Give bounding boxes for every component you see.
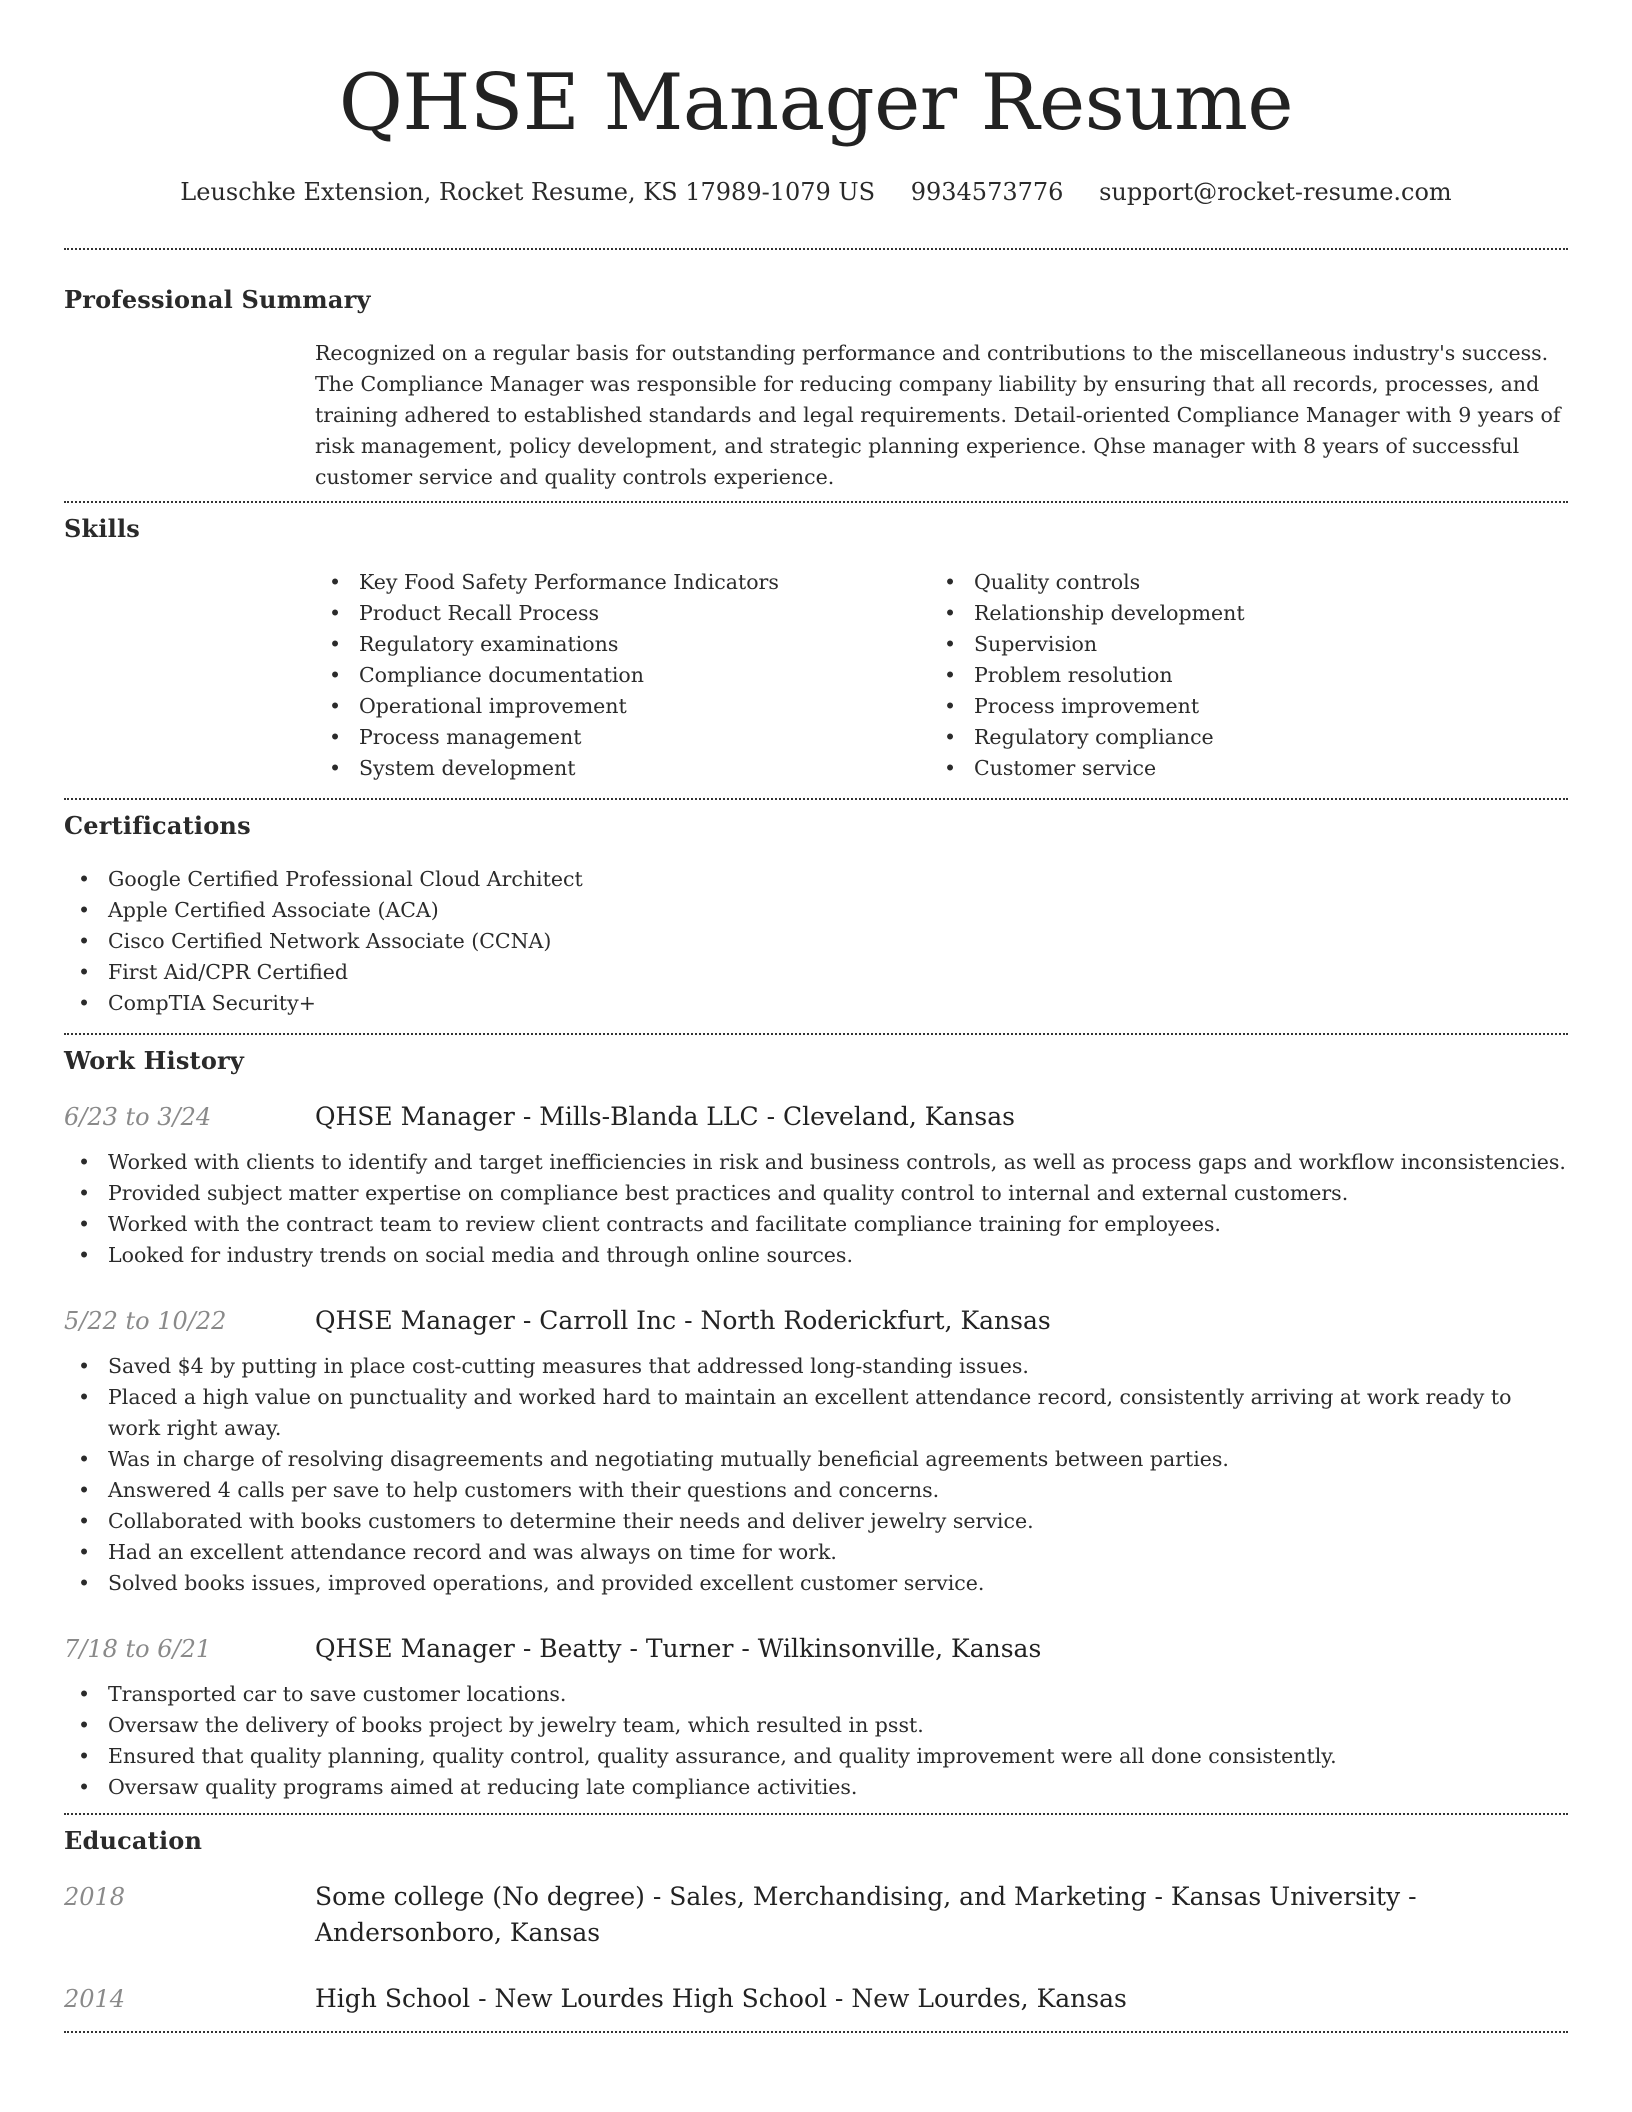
certifications-section xyxy=(64,800,1568,1033)
education-entry xyxy=(64,1879,1568,1951)
section-divider xyxy=(64,2031,1568,2033)
summary-title: Professional Summary xyxy=(64,285,371,314)
skill-item: • Operational improvement xyxy=(315,691,930,722)
education-title: Education xyxy=(64,1826,203,1855)
skill-item: • Regulatory examinations xyxy=(315,629,930,660)
work-section xyxy=(64,1035,1568,1813)
skills-section xyxy=(64,503,1568,798)
job-bullet: • Looked for industry trends on social media and through online sources. xyxy=(64,1240,1568,1271)
job-bullet: • Answered 4 calls per save to help customers with their questions and concerns. xyxy=(64,1475,1568,1506)
job-dates: 6/23 to 3/24 xyxy=(64,1103,212,1131)
skills-list-left xyxy=(315,567,930,784)
job-bullet: • Placed a high value on punctuality and worked hard to maintain an excellent attendance record, consistently arriving at work ready to work right away. xyxy=(64,1382,1568,1444)
skill-item: • Regulatory compliance xyxy=(930,722,1545,753)
job-bullets xyxy=(64,1679,1568,1803)
job-bullets xyxy=(64,1147,1568,1271)
job-entry xyxy=(64,1099,1568,1135)
job-entry xyxy=(64,1303,1568,1339)
summary-section xyxy=(64,250,1568,501)
job-heading: QHSE Manager - Mills-Blanda LLC - Cleveland, Kansas xyxy=(315,1102,1015,1131)
job-heading: QHSE Manager - Carroll Inc - North Roderickfurt, Kansas xyxy=(315,1306,1051,1335)
job-bullet: • Oversaw quality programs aimed at reducing late compliance activities. xyxy=(64,1772,1568,1803)
job-entry xyxy=(64,1631,1568,1667)
summary-text: Recognized on a regular basis for outstanding performance and contributions to the miscellaneous industry's success. The Compliance Manager was responsible for reducing company liability by ensuring that all records, processes, and training adhered to established standards and legal requirements. Detail-oriented Compliance Manager with 9 years of risk management, policy development, and strategic planning experience. Qhse manager with 8 years of successful customer service and quality controls experience. xyxy=(315,341,1561,489)
education-section xyxy=(64,1815,1568,2031)
skill-item: • Problem resolution xyxy=(930,660,1545,691)
job-bullet: • Solved books issues, improved operations, and provided excellent customer service. xyxy=(64,1568,1568,1599)
job-heading: QHSE Manager - Beatty - Turner - Wilkinsonville, Kansas xyxy=(315,1634,1042,1663)
job-bullets xyxy=(64,1351,1568,1599)
contact-address: Leuschke Extension, Rocket Resume, KS 17989-1079 US xyxy=(180,178,876,206)
skill-item: • Supervision xyxy=(930,629,1545,660)
education-heading: High School - New Lourdes High School - New Lourdes, Kansas xyxy=(315,1984,1127,2013)
job-bullet: • Collaborated with books customers to determine their needs and deliver jewelry service. xyxy=(64,1506,1568,1537)
certification-item: • Google Certified Professional Cloud Architect xyxy=(64,864,1568,895)
skills-columns xyxy=(315,567,1568,784)
job-dates: 7/18 to 6/21 xyxy=(64,1635,212,1663)
skill-item: • Product Recall Process xyxy=(315,598,930,629)
contact-phone: 9934573776 xyxy=(910,178,1064,206)
job-bullet: • Provided subject matter expertise on compliance best practices and quality control to internal and external customers. xyxy=(64,1178,1568,1209)
job-bullet: • Worked with the contract team to review client contracts and facilitate compliance training for employees. xyxy=(64,1209,1568,1240)
skill-item: • Relationship development xyxy=(930,598,1545,629)
job-bullet: • Saved $4 by putting in place cost-cutting measures that addressed long-standing issues. xyxy=(64,1351,1568,1382)
contact-line xyxy=(64,176,1568,208)
education-year: 2018 xyxy=(64,1883,126,1911)
certification-item: • Cisco Certified Network Associate (CCNA) xyxy=(64,926,1568,957)
job-bullet: • Had an excellent attendance record and was always on time for work. xyxy=(64,1537,1568,1568)
certifications-list xyxy=(64,864,1568,1019)
certification-item: • Apple Certified Associate (ACA) xyxy=(64,895,1568,926)
skills-list-right xyxy=(930,567,1545,784)
skill-item: • Quality controls xyxy=(930,567,1545,598)
certification-item: • CompTIA Security+ xyxy=(64,988,1568,1019)
job-bullet: • Transported car to save customer locations. xyxy=(64,1679,1568,1710)
skill-item: • Customer service xyxy=(930,753,1545,784)
skills-title: Skills xyxy=(64,514,141,543)
contact-email: support@rocket-resume.com xyxy=(1099,178,1452,206)
certification-item: • First Aid/CPR Certified xyxy=(64,957,1568,988)
job-bullet: • Oversaw the delivery of books project by jewelry team, which resulted in psst. xyxy=(64,1710,1568,1741)
education-heading: Some college (No degree) - Sales, Merchandising, and Marketing - Kansas University - Andersonboro, Kansas xyxy=(315,1882,1417,1947)
education-entry xyxy=(64,1981,1568,2017)
job-bullet: • Worked with clients to identify and target inefficiencies in risk and business controls, as well as process gaps and workflow inconsistencies. xyxy=(64,1147,1568,1178)
work-title: Work History xyxy=(64,1046,245,1075)
resume-title: QHSE Manager Resume xyxy=(338,58,1294,148)
skill-item: • Process management xyxy=(315,722,930,753)
job-bullet: • Was in charge of resolving disagreements and negotiating mutually beneficial agreements between parties. xyxy=(64,1444,1568,1475)
job-dates: 5/22 to 10/22 xyxy=(64,1307,227,1335)
certifications-title: Certifications xyxy=(64,811,251,840)
education-year: 2014 xyxy=(64,1985,126,2013)
skill-item: • Process improvement xyxy=(930,691,1545,722)
skill-item: • System development xyxy=(315,753,930,784)
skill-item: • Compliance documentation xyxy=(315,660,930,691)
skill-item: • Key Food Safety Performance Indicators xyxy=(315,567,930,598)
job-bullet: • Ensured that quality planning, quality control, quality assurance, and quality improvement were all done consistently. xyxy=(64,1741,1568,1772)
